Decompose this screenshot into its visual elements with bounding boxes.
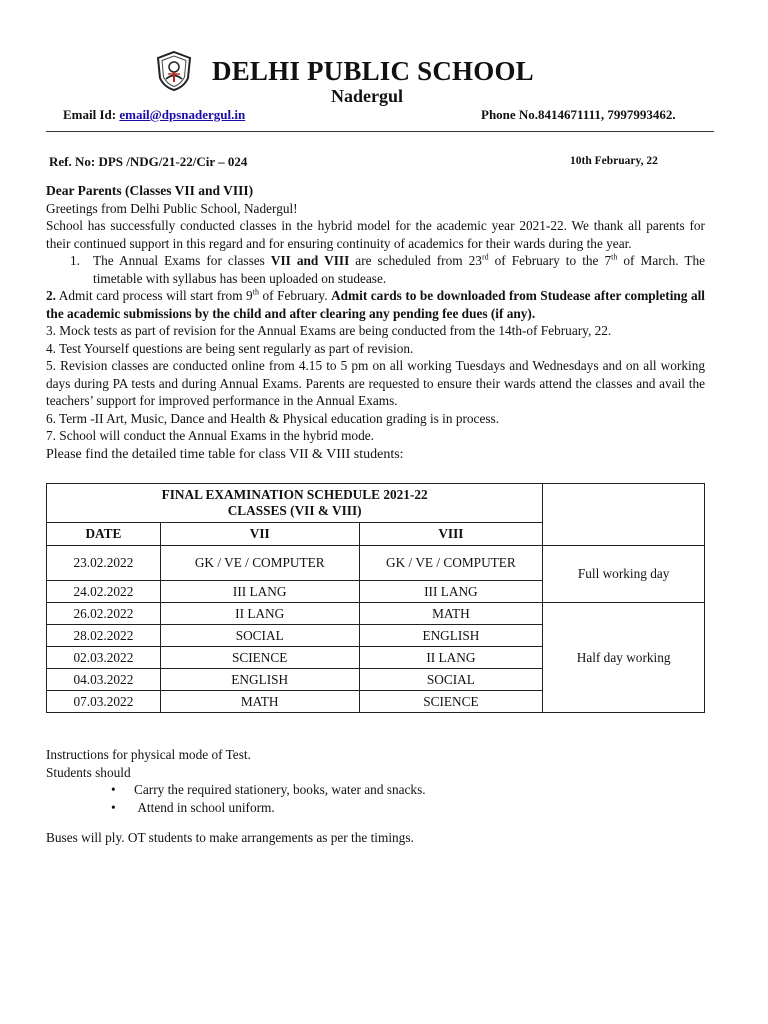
circular-date: 10th February, 22 (570, 155, 658, 167)
header-viii: VIII (359, 523, 543, 546)
table-row: 24.02.2022 III LANG III LANG (47, 581, 705, 603)
bullet-icon: • (111, 799, 116, 815)
salutation: Dear Parents (Classes VII and VIII) (46, 183, 254, 198)
blank-header-cell (543, 484, 705, 546)
table-row: 07.03.2022 MATH SCIENCE (47, 691, 705, 713)
letter-body (46, 182, 705, 463)
intro-paragraph: School has successfully conducted classes in the hybrid model for the academic year 2021-22. We thank all parents for their continued support in this regard and for ensuring continuity of academics for their wards during the year. (46, 218, 705, 251)
table-row: 26.02.2022 II LANG MATH Half day working (47, 603, 705, 625)
exam-schedule-table (46, 483, 705, 713)
circular-reference: Ref. No: DPS /NDG/21-22/Cir – 024 (49, 154, 248, 169)
table-intro: Please find the detailed time table for class VII & VIII students: (46, 446, 404, 462)
email-link[interactable]: email@dpsnadergul.in (119, 107, 246, 122)
half-day-working-note: Half day working (543, 603, 705, 713)
item-7: 7. School will conduct the Annual Exams in the hybrid mode. (46, 428, 374, 443)
item-6: 6. Term -II Art, Music, Dance and Health & Physical education grading is in process. (46, 410, 500, 426)
item-3: 3. Mock tests as part of revision for the Annual Exams are being conducted from the 14th-of February, 22. (46, 323, 612, 338)
table-row: 02.03.2022 SCIENCE II LANG (47, 647, 705, 669)
header-date: DATE (47, 523, 161, 546)
table-row: 23.02.2022 GK / VE / COMPUTER GK / VE / COMPUTER Full working day (47, 546, 705, 581)
table-title: FINAL EXAMINATION SCHEDULE 2021-22 CLASSES (VII & VIII) (47, 484, 543, 523)
school-crest-logo (154, 50, 194, 92)
admit-card-notice: Admit cards to be downloaded from Studease after completing all the academic submissions by the child and after clearing any pending fee dues (if any). (46, 288, 706, 321)
buses-note: Buses will ply. OT students to make arrangements as per the timings. (46, 830, 414, 845)
item-2: 2. Admit card process will start from 9th of February. Admit cards to be downloaded from Studease after completing all the academic submissions by the child and after clearing any pending fee dues (if any). (46, 287, 706, 321)
item-4: 4. Test Yourself questions are being sent regularly as part of revision. (46, 340, 414, 356)
item-5: 5. Revision classes are conducted online from 4.15 to 5 pm on all working Tuesdays and Wednesdays and on all working days during PA tests and during Annual Exams. Parents are requested to ensure their wards attend the classes and avail the teachers’ support for improved performance in the Annual Exams. (46, 358, 705, 408)
instructions-heading: Instructions for physical mode of Test. (46, 747, 251, 762)
full-working-day-note: Full working day (543, 546, 705, 603)
email-label: Email Id: (63, 107, 117, 122)
email-line (63, 107, 245, 123)
table-title-row (47, 484, 705, 523)
school-name: DELHI PUBLIC SCHOOL (212, 56, 534, 86)
item-1: 1. The Annual Exams for classes VII and VIII are scheduled from 23rd of February to the 7th of March. The timetable with syllabus has been uploaded on studease. (70, 252, 706, 286)
greeting: Greetings from Delhi Public School, Nadergul! (46, 200, 298, 216)
header-divider (46, 131, 714, 132)
table-row: 28.02.2022 SOCIAL ENGLISH (47, 625, 705, 647)
list-item: • Attend in school uniform. (111, 799, 275, 815)
instructions-section (46, 746, 646, 816)
item-1-number: 1. (70, 253, 80, 268)
campus-name: Nadergul (331, 86, 403, 106)
phone-numbers: Phone No.8414671111, 7997993462. (481, 107, 676, 122)
header-vii: VII (160, 523, 359, 546)
bullet-icon: • (111, 782, 116, 797)
instructions-list (46, 781, 646, 816)
table-row: 04.03.2022 ENGLISH SOCIAL (47, 669, 705, 691)
instructions-lead: Students should (46, 764, 131, 780)
list-item: • Carry the required stationery, books, water and snacks. (111, 782, 426, 797)
